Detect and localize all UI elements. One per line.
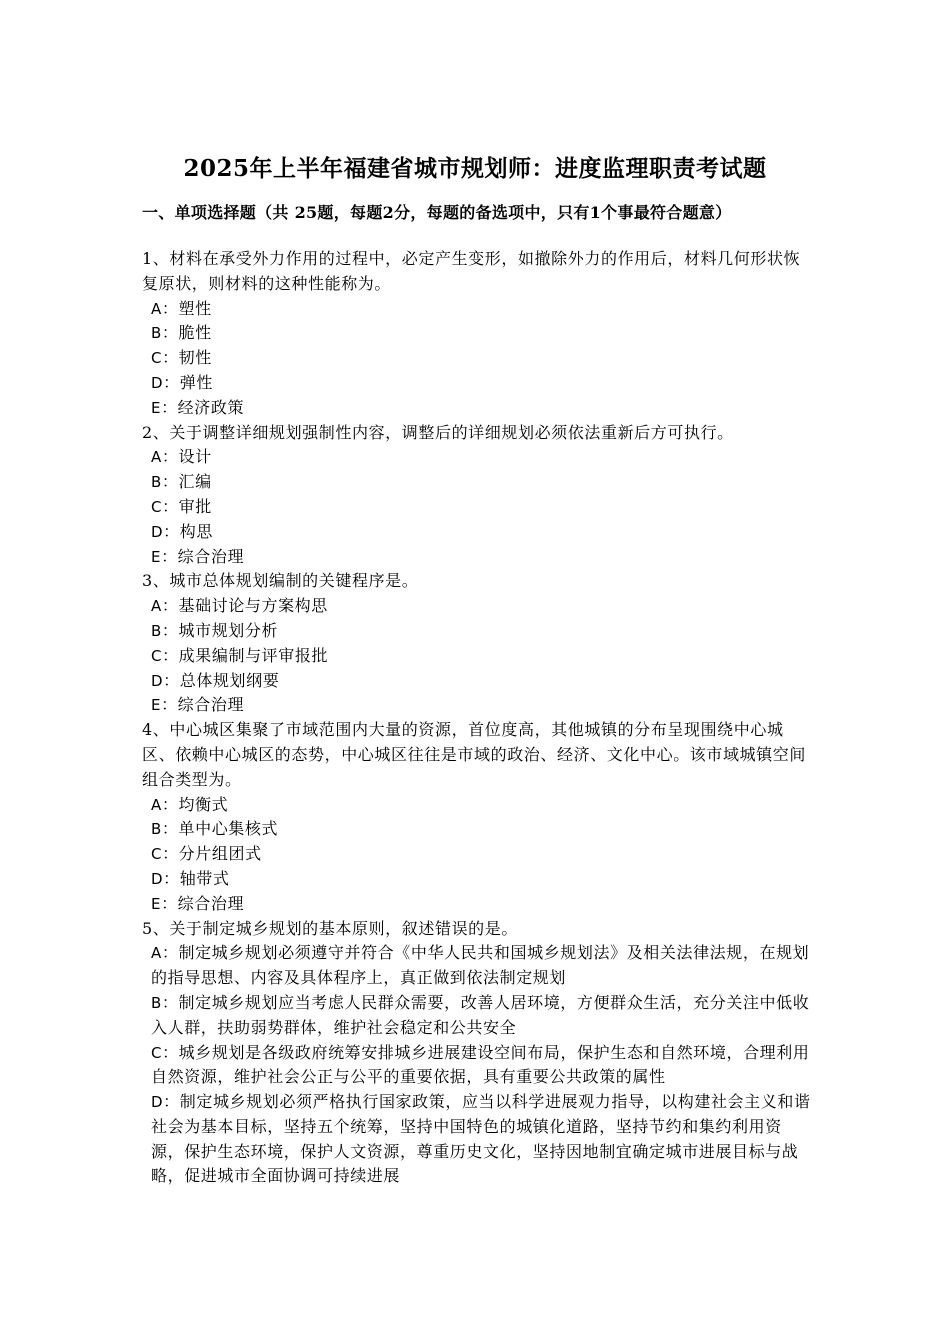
option-e: E：综合治理 <box>151 546 245 566</box>
option-b: B：制定城乡规划应当考虑人民群众需要，改善人居环境，方便群众生活，充分关注中低收入人群，扶助弱势群体，维护社会稳定和公共安全 <box>151 992 810 1037</box>
option-e: E：经济政策 <box>151 397 245 417</box>
option-d: D：构思 <box>151 521 213 541</box>
question-list <box>142 247 814 1189</box>
option-c: C：城乡规划是各级政府统筹安排城乡进展建设空间布局，保护生态和自然环境，合理利用自然资源，维护社会公正与公平的重要依据，具有重要公共政策的属性 <box>151 1042 810 1087</box>
question-3 <box>142 569 814 718</box>
option-d: D：弹性 <box>151 372 213 392</box>
option-d: D：轴带式 <box>151 868 230 888</box>
option-c: C：韧性 <box>151 348 212 368</box>
question-stem: 5、关于制定城乡规划的基本原则，叙述错误的是。 <box>142 918 518 938</box>
option-c: C：成果编制与评审报批 <box>151 645 329 665</box>
question-1 <box>142 247 814 421</box>
option-d: D：制定城乡规划必须严格执行国家政策，应当以科学进展观力指导，以构建社会主义和谐社会为基本目标，坚持五个统筹，坚持中国特色的城镇化道路，坚持节约和集约利用资源，保护生态环境，保护人文资源，尊重历史文化，坚持因地制宜确定城市进展目标与战略，促进城市全面协调可持续进展 <box>151 1092 811 1186</box>
option-e: E：综合治理 <box>151 695 245 715</box>
question-stem: 1、材料在承受外力作用的过程中，必定产生变形，如撤除外力的作用后，材料几何形状恢复原状，则材料的这种性能称为。 <box>142 249 801 293</box>
option-b: B：单中心集核式 <box>151 819 279 839</box>
option-a: A：基础讨论与方案构思 <box>151 596 328 616</box>
option-b: B：脆性 <box>151 323 212 343</box>
option-a: A：制定城乡规划必须遵守并符合《中华人民共和国城乡规划法》及相关法律法规，在规划的指导思想、内容及具体程序上，真正做到依法制定规划 <box>151 943 810 988</box>
option-b: B：汇编 <box>151 472 212 492</box>
option-a: A：均衡式 <box>151 794 229 814</box>
question-4 <box>142 718 814 916</box>
option-a: A：设计 <box>151 447 212 467</box>
question-stem: 2、关于调整详细规划强制性内容，调整后的详细规划必须依法重新后方可执行。 <box>142 422 734 442</box>
question-stem: 4、中心城区集聚了市域范围内大量的资源，首位度高，其他城镇的分布呈现围绕中心城区、依赖中心城区的态势，中心城区往往是市域的政治、经济、文化中心。该市域城镇空间组合类型为。 <box>142 720 807 789</box>
question-5 <box>142 917 814 1190</box>
question-2 <box>142 421 814 570</box>
section-heading: 一、单项选择题（共 25题，每题2分，每题的备选项中，只有1个事最符合题意） <box>142 203 732 222</box>
question-stem: 3、城市总体规划编制的关键程序是。 <box>142 571 419 591</box>
option-b: B：城市规划分析 <box>151 620 279 640</box>
option-c: C：审批 <box>151 496 212 516</box>
option-e: E：综合治理 <box>151 893 245 913</box>
option-a: A：塑性 <box>151 298 212 318</box>
document-title: 2025年上半年福建省城市规划师：进度监理职责考试题 <box>183 155 767 182</box>
option-c: C：分片组团式 <box>151 844 262 864</box>
option-d: D：总体规划纲要 <box>151 670 280 690</box>
